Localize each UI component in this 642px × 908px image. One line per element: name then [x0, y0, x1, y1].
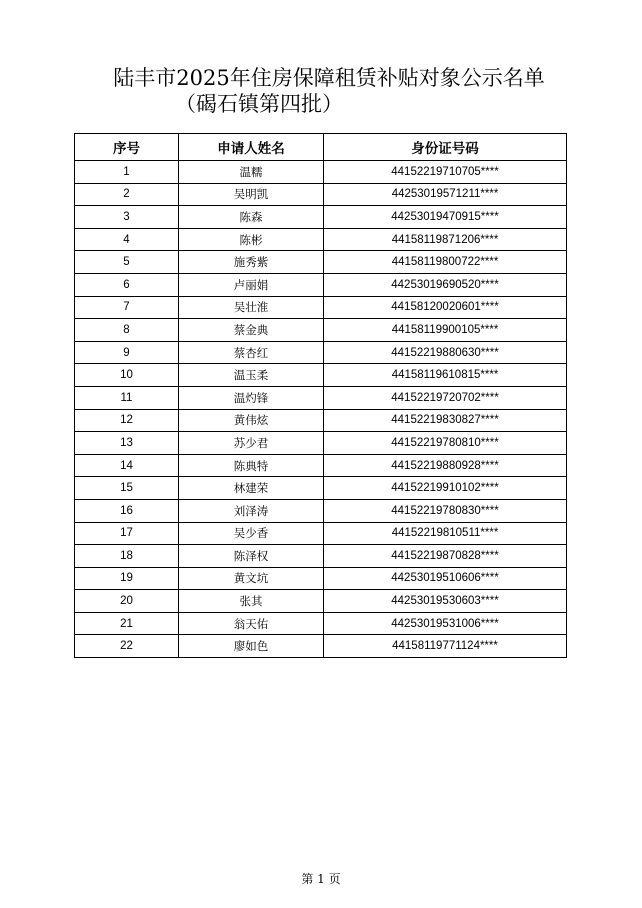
table-row [75, 545, 567, 568]
applicant-name-cell: 吴少香 [179, 522, 324, 545]
table-row [75, 635, 567, 658]
applicant-name-cell: 卢丽娟 [179, 273, 324, 296]
document-subtitle: （碣石镇第四批） [175, 92, 343, 116]
serial-number-cell: 13 [75, 432, 179, 455]
id-number-cell: 44152219910102**** [324, 477, 567, 500]
applicant-name-cell: 蔡杏红 [179, 341, 324, 364]
id-number-cell: 44158119900105**** [324, 319, 567, 342]
applicant-name-cell: 黄伟炫 [179, 409, 324, 432]
id-number-cell: 44253019571211**** [324, 183, 567, 206]
id-number-cell: 44158120020601**** [324, 296, 567, 319]
serial-number-cell: 8 [75, 319, 179, 342]
id-number-cell: 44253019690520**** [324, 273, 567, 296]
serial-number-cell: 21 [75, 612, 179, 635]
page-number: 第 1 页 [301, 872, 341, 886]
id-number-cell: 44158119871206**** [324, 228, 567, 251]
table-row [75, 454, 567, 477]
recipient-table [74, 133, 567, 658]
applicant-name-cell: 刘泽涛 [179, 499, 324, 522]
serial-number-cell: 12 [75, 409, 179, 432]
serial-number-cell: 10 [75, 364, 179, 387]
applicant-name-cell: 陈彬 [179, 228, 324, 251]
serial-number-cell: 2 [75, 183, 179, 206]
table-row [75, 228, 567, 251]
applicant-name-cell: 温玉柔 [179, 364, 324, 387]
id-number-cell: 44152219780830**** [324, 499, 567, 522]
serial-number-cell: 11 [75, 386, 179, 409]
serial-number-cell: 7 [75, 296, 179, 319]
applicant-name-cell: 陈森 [179, 206, 324, 229]
header-id-number: 身份证号码 [324, 134, 567, 161]
table-row [75, 183, 567, 206]
serial-number-cell: 14 [75, 454, 179, 477]
header-applicant-name: 申请人姓名 [179, 134, 324, 161]
id-number-cell: 44152219830827**** [324, 409, 567, 432]
table-row [75, 161, 567, 184]
applicant-name-cell: 林建荣 [179, 477, 324, 500]
serial-number-cell: 19 [75, 567, 179, 590]
serial-number-cell: 6 [75, 273, 179, 296]
applicant-name-cell: 陈典特 [179, 454, 324, 477]
applicant-name-cell: 张其 [179, 590, 324, 613]
serial-number-cell: 15 [75, 477, 179, 500]
document-title: 陆丰市2025年住房保障租赁补贴对象公示名单 [113, 66, 545, 90]
id-number-cell: 44253019510606**** [324, 567, 567, 590]
applicant-name-cell: 苏少君 [179, 432, 324, 455]
table-row [75, 251, 567, 274]
table-header-row [75, 134, 567, 161]
id-number-cell: 44152219880928**** [324, 454, 567, 477]
applicant-name-cell: 温糯 [179, 161, 324, 184]
table-row [75, 386, 567, 409]
table-row [75, 612, 567, 635]
serial-number-cell: 1 [75, 161, 179, 184]
table-row [75, 432, 567, 455]
id-number-cell: 44152219810511**** [324, 522, 567, 545]
table-row [75, 296, 567, 319]
serial-number-cell: 18 [75, 545, 179, 568]
id-number-cell: 44253019470915**** [324, 206, 567, 229]
serial-number-cell: 3 [75, 206, 179, 229]
applicant-name-cell: 吴明凯 [179, 183, 324, 206]
id-number-cell: 44152219880630**** [324, 341, 567, 364]
applicant-name-cell: 黄文坑 [179, 567, 324, 590]
serial-number-cell: 16 [75, 499, 179, 522]
applicant-name-cell: 廖如色 [179, 635, 324, 658]
id-number-cell: 44152219870828**** [324, 545, 567, 568]
serial-number-cell: 5 [75, 251, 179, 274]
id-number-cell: 44158119771124**** [324, 635, 567, 658]
table-row [75, 273, 567, 296]
id-number-cell: 44253019530603**** [324, 590, 567, 613]
id-number-cell: 44152219720702**** [324, 386, 567, 409]
serial-number-cell: 17 [75, 522, 179, 545]
table-row [75, 409, 567, 432]
serial-number-cell: 20 [75, 590, 179, 613]
header-serial-number: 序号 [75, 134, 179, 161]
id-number-cell: 44158119800722**** [324, 251, 567, 274]
serial-number-cell: 4 [75, 228, 179, 251]
applicant-name-cell: 温灼锋 [179, 386, 324, 409]
applicant-name-cell: 陈泽权 [179, 545, 324, 568]
applicant-name-cell: 吴壮淮 [179, 296, 324, 319]
table-row [75, 319, 567, 342]
table-row [75, 341, 567, 364]
table-row [75, 590, 567, 613]
table-row [75, 206, 567, 229]
id-number-cell: 44152219710705**** [324, 161, 567, 184]
table-row [75, 567, 567, 590]
serial-number-cell: 9 [75, 341, 179, 364]
table-row [75, 522, 567, 545]
table-row [75, 364, 567, 387]
id-number-cell: 44152219780810**** [324, 432, 567, 455]
table-row [75, 499, 567, 522]
applicant-name-cell: 施秀紫 [179, 251, 324, 274]
serial-number-cell: 22 [75, 635, 179, 658]
table-row [75, 477, 567, 500]
id-number-cell: 44158119610815**** [324, 364, 567, 387]
applicant-name-cell: 蔡金典 [179, 319, 324, 342]
applicant-name-cell: 翁天佑 [179, 612, 324, 635]
id-number-cell: 44253019531006**** [324, 612, 567, 635]
